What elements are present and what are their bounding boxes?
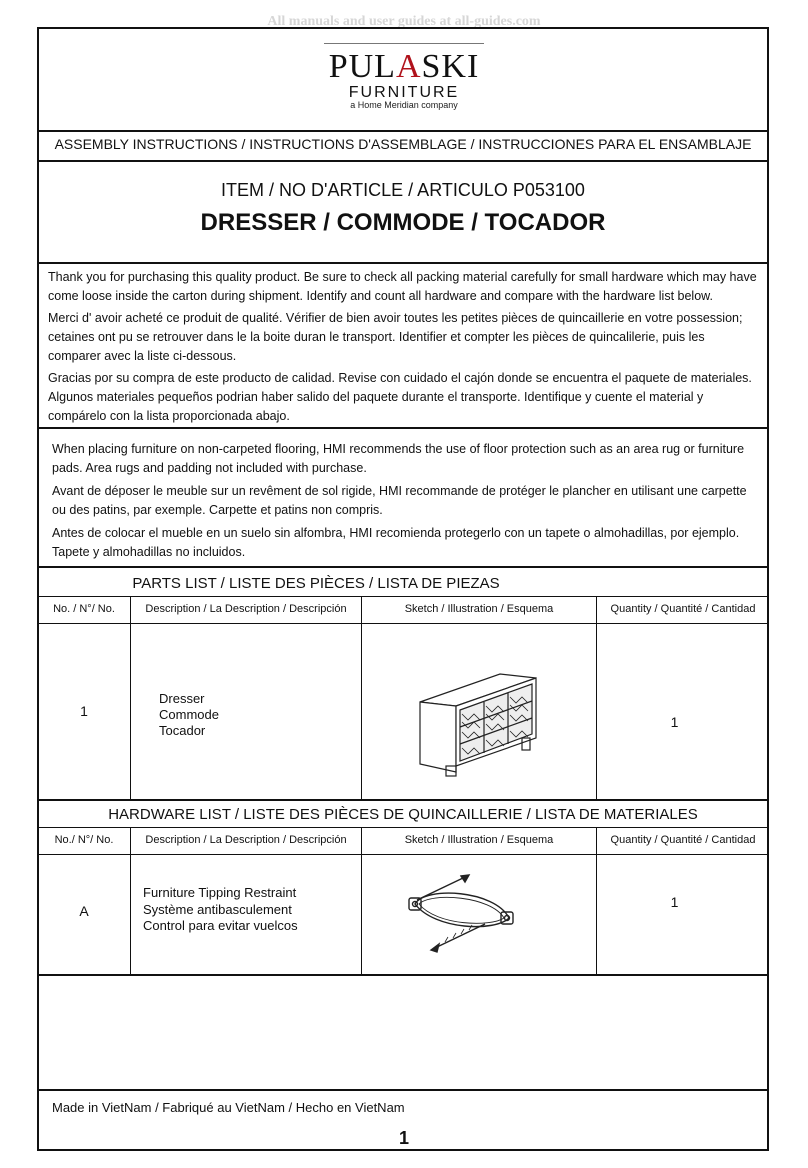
hardware-col-quantity: Quantity / Quantité / Cantidad	[610, 834, 756, 846]
dresser-sketch	[410, 662, 540, 780]
hardware-col-sketch: Sketch / Illustration / Esquema	[404, 834, 554, 846]
assembly-heading: ASSEMBLY INSTRUCTIONS / INSTRUCTIONS D'ASSEMBLAGE / INSTRUCCIONES PARA EL ENSAMBLAJE	[54, 136, 752, 152]
hardware-desc-es: Control para evitar vuelcos	[143, 918, 298, 933]
logo-tagline: a Home Meridian company	[350, 100, 458, 110]
divider	[37, 623, 769, 624]
intro-english: Thank you for purchasing this quality product. Be sure to check all packing material carefully for small hardware which may have come loose inside the carton during shipment. Identify and count all hardware and compare with the hardware list below.	[48, 270, 757, 303]
divider	[37, 854, 769, 855]
divider	[37, 827, 769, 828]
divider	[37, 974, 769, 976]
hardware-col-description: Description / La Description / Descripción	[145, 834, 347, 846]
parts-row-quantity: 1	[670, 714, 679, 730]
watermark: All manuals and user guides at all-guides.com	[267, 14, 541, 29]
intro-spanish: Gracias por su compra de este producto de calidad. Revise con cuidado el cajón donde se encuentra el paquete de materiales. Algunos materiales pequeños podrian haber salido del paquete durante el transporte. Identifique y cuente el material y compárelo con la lista proporcionada abajo.	[48, 371, 752, 423]
page-title: DRESSER / COMMODE / TOCADOR	[200, 209, 606, 236]
divider	[37, 799, 769, 801]
parts-row-no: 1	[80, 703, 88, 719]
parts-col-quantity: Quantity / Quantité / Cantidad	[610, 603, 756, 615]
divider	[37, 596, 769, 597]
divider	[37, 262, 769, 264]
made-in-label: Made in VietNam / Fabriqué au VietNam / Hecho en VietNam	[52, 1100, 405, 1115]
divider	[37, 566, 769, 568]
divider	[37, 1089, 769, 1091]
flooring-english: When placing furniture on non-carpeted flooring, HMI recommends the use of floor protection such as an area rug or furniture pads. Area rugs and padding not included with purchase.	[52, 442, 745, 475]
item-number: ITEM / NO D'ARTICLE / ARTICULO P053100	[221, 180, 585, 200]
hardware-row-no: A	[79, 903, 89, 919]
brand-accent: A	[395, 48, 422, 85]
column-divider	[361, 827, 362, 974]
page-number: 1	[398, 1128, 409, 1148]
flooring-french: Avant de déposer le meuble sur un revêment de sol rigide, HMI recommande de protéger le plancher en utilisant une carpette ou des patins, par exemple. Carpette et patins non compris.	[52, 484, 747, 517]
intro-french: Merci d' avoir acheté ce produit de qualité. Vérifier de bien avoir toutes les petites pièces de quincaillerie en votre possession; cetaines ont pu se retrouver dans le la boite duran le transport. Identifier et compter les pièces de quincalilerie, puis les comparer avec la liste ci-dessous.	[48, 311, 743, 363]
hardware-desc-en: Furniture Tipping Restraint	[143, 885, 297, 900]
hardware-col-no: No./ N°/ No.	[54, 834, 114, 846]
logo-rule	[324, 43, 484, 44]
divider	[37, 160, 769, 162]
parts-desc-fr: Commode	[159, 707, 219, 722]
hardware-list-title: HARDWARE LIST / LISTE DES PIÈCES DE QUINCAILLERIE / LISTA DE MATERIALES	[108, 806, 698, 823]
parts-desc-en: Dresser	[159, 691, 205, 706]
parts-col-description: Description / La Description / Descripción	[145, 603, 347, 615]
brand-pre: PUL	[328, 48, 396, 85]
parts-desc-es: Tocador	[159, 723, 206, 738]
parts-col-sketch: Sketch / Illustration / Esquema	[404, 603, 554, 615]
hardware-row-quantity: 1	[670, 894, 679, 910]
column-divider	[361, 596, 362, 799]
parts-col-no: No. / N°/ No.	[53, 603, 115, 615]
divider	[37, 130, 769, 132]
brand-post: SKI	[421, 48, 480, 85]
column-divider	[130, 596, 131, 799]
logo-subtitle: FURNITURE	[348, 84, 460, 101]
divider	[37, 427, 769, 429]
tipping-restraint-sketch	[405, 872, 520, 954]
hardware-desc-fr: Système antibasculement	[143, 902, 292, 917]
column-divider	[130, 827, 131, 974]
brand-logo	[0, 48, 808, 86]
column-divider	[596, 596, 597, 799]
parts-list-title: PARTS LIST / LISTE DES PIÈCES / LISTA DE PIEZAS	[132, 575, 500, 592]
flooring-spanish: Antes de colocar el mueble en un suelo sin alfombra, HMI recomienda protegerlo con un tapete o almohadillas, por ejemplo. Tapete y almohadillas no incluidos.	[52, 526, 740, 559]
